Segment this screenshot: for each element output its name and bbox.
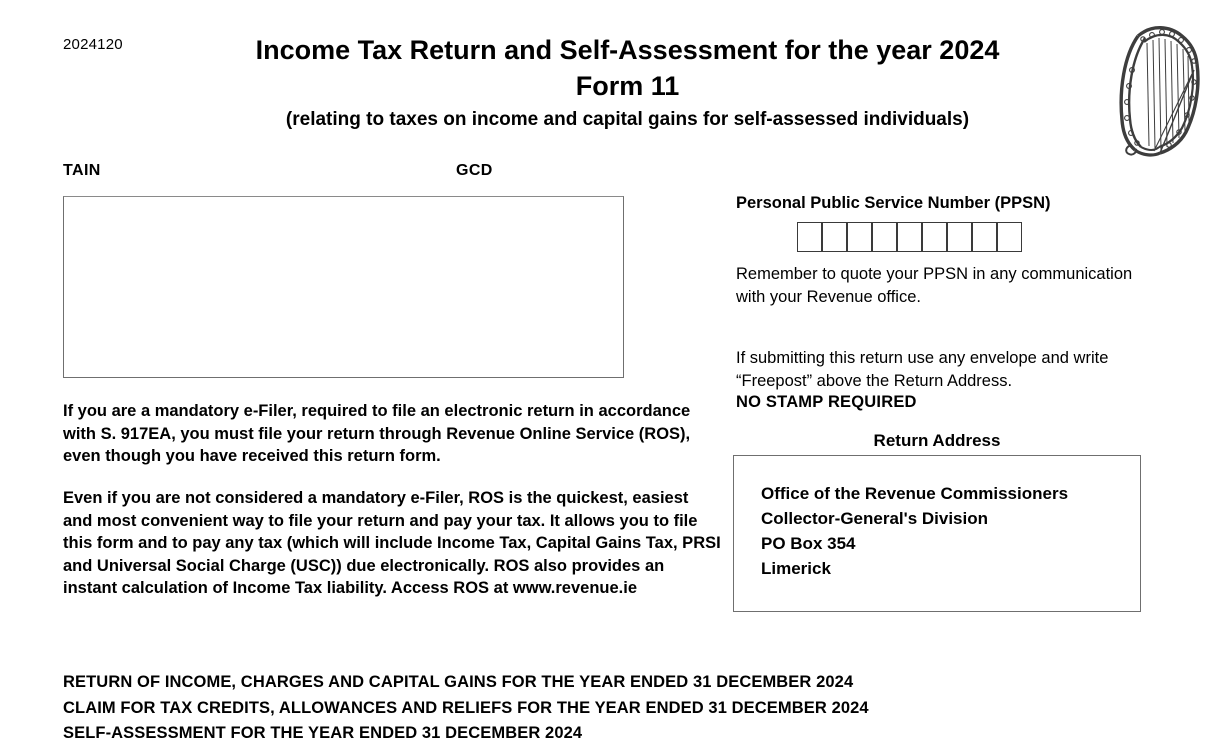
ppsn-cell[interactable] bbox=[972, 222, 997, 252]
return-address-line: Collector-General's Division bbox=[761, 509, 988, 528]
page-title-line-1: Income Tax Return and Self-Assessment for the year 2024 bbox=[255, 35, 1000, 65]
ppsn-cell[interactable] bbox=[922, 222, 947, 252]
ppsn-cell[interactable] bbox=[997, 222, 1022, 252]
return-address-line: PO Box 354 bbox=[761, 534, 856, 553]
tain-label: TAIN bbox=[63, 162, 101, 179]
declaration-lines bbox=[63, 670, 869, 747]
return-address-lines bbox=[761, 481, 1068, 581]
ppsn-cell[interactable] bbox=[872, 222, 897, 252]
form-number: 2024120 bbox=[63, 36, 123, 53]
page-title-line-2: Form 11 bbox=[575, 71, 680, 101]
ppsn-cell[interactable] bbox=[822, 222, 847, 252]
declaration-line-claim-for-tax-credits: CLAIM FOR TAX CREDITS, ALLOWANCES AND RELIEFS FOR THE YEAR ENDED 31 DECEMBER 2024 bbox=[63, 698, 869, 717]
return-address-line: Office of the Revenue Commissioners bbox=[761, 484, 1069, 503]
ppsn-cell[interactable] bbox=[797, 222, 822, 252]
ppsn-cell[interactable] bbox=[947, 222, 972, 252]
ppsn-cell[interactable] bbox=[847, 222, 872, 252]
ppsn-input-grid[interactable] bbox=[797, 222, 1022, 252]
return-address-line: Limerick bbox=[761, 559, 831, 578]
mandatory-efiler-paragraph: If you are a mandatory e-Filer, required to file an electronic return in accordance with S. 917EA, you must file your return through Revenue Online Service (ROS), even though you have received this return form. bbox=[63, 402, 691, 465]
envelope-instruction-note: If submitting this return use any envelope and write “Freepost” above the Return Address. bbox=[736, 349, 1109, 390]
declaration-line-self-assessment: SELF-ASSESSMENT FOR THE YEAR ENDED 31 DECEMBER 2024 bbox=[63, 724, 583, 742]
gcd-label: GCD bbox=[456, 162, 493, 179]
tain-gcd-input-box[interactable] bbox=[63, 196, 624, 378]
irish-harp-icon bbox=[1108, 12, 1212, 162]
no-stamp-required-notice: NO STAMP REQUIRED bbox=[736, 393, 917, 411]
declaration-line-return-of-income: RETURN OF INCOME, CHARGES AND CAPITAL GAINS FOR THE YEAR ENDED 31 DECEMBER 2024 bbox=[63, 673, 854, 691]
ppsn-cell[interactable] bbox=[897, 222, 922, 252]
ros-benefits-paragraph: Even if you are not considered a mandatory e-Filer, ROS is the quickest, easiest and most convenient way to file your return and pay your tax. It allows you to file this form and to pay any tax (which will include Income Tax, Capital Gains Tax, PRSI and Universal Social Charge (USC)) due electronically. ROS also provides an instant calculation of Income Tax liability. Access ROS at www.revenue.ie bbox=[63, 489, 721, 597]
page-title-subtitle: (relating to taxes on income and capital gains for self-assessed individuals) bbox=[285, 109, 970, 130]
return-address-heading: Return Address bbox=[873, 431, 1001, 450]
page-title bbox=[150, 32, 1105, 134]
ppsn-note: Remember to quote your PPSN in any communication with your Revenue office. bbox=[736, 265, 1133, 306]
ppsn-heading: Personal Public Service Number (PPSN) bbox=[736, 194, 1051, 212]
